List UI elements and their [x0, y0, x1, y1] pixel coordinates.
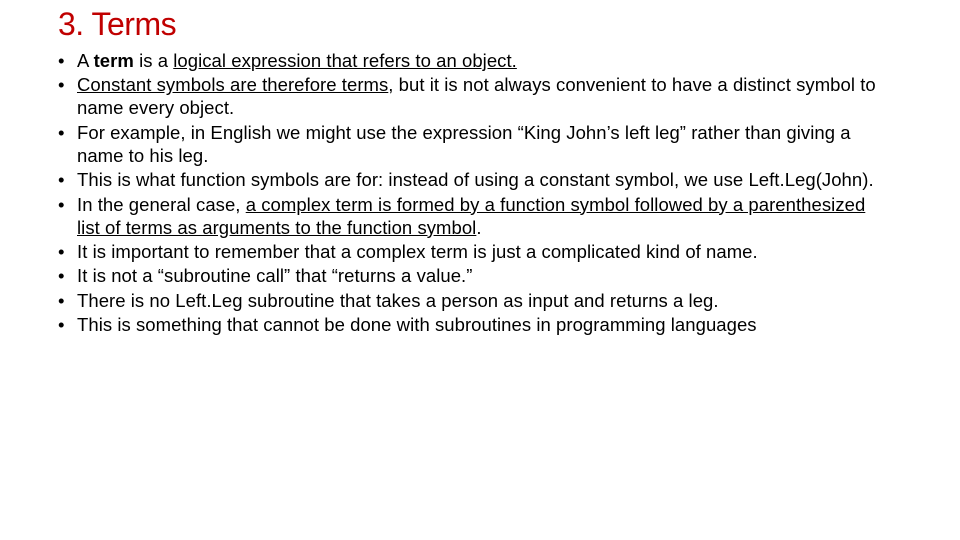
bullet-list: [58, 49, 888, 338]
bullet-text: is a: [133, 50, 174, 71]
bullet-item: [58, 289, 888, 312]
slide-title: 3. Terms: [58, 6, 177, 42]
bullet-item: [58, 121, 888, 167]
bullet-item: [58, 49, 888, 72]
underlined-text: logical expression that refers to an object.: [173, 50, 517, 71]
bullet-text: For example, in English we might use the expression “King John’s left leg” rather than giving a name to his leg.: [77, 121, 851, 166]
bullet-item: [58, 168, 888, 191]
bullet-item: [58, 240, 888, 263]
bullet-item: [58, 264, 888, 287]
bullet-item: [58, 73, 888, 119]
term-keyword: term: [93, 50, 134, 71]
underlined-text: a complex term is formed by a function symbol followed by a parenthesized list of terms as arguments to the function symbol: [77, 193, 866, 238]
bullet-text: .: [476, 216, 482, 238]
bullet-text: , but it is not always convenient to have a distinct symbol to name every object.: [77, 74, 876, 119]
underlined-text: Constant symbols are therefore terms: [77, 74, 389, 96]
bullet-text: This is something that cannot be done with subroutines in programming languages: [77, 314, 757, 336]
bullet-text: This is what function symbols are for: instead of using a constant symbol, we use Left.Leg(John).: [77, 169, 874, 191]
bullet-item: [58, 193, 888, 239]
bullet-text: A: [77, 50, 94, 71]
bullet-item: [58, 313, 888, 336]
bullet-text: In the general case,: [77, 193, 246, 215]
bullet-text: It is not a “subroutine call” that “returns a value.”: [77, 265, 473, 287]
bullet-text: It is important to remember that a complex term is just a complicated kind of name.: [77, 240, 758, 262]
bullet-text: There is no Left.Leg subroutine that takes a person as input and returns a leg.: [77, 289, 719, 311]
